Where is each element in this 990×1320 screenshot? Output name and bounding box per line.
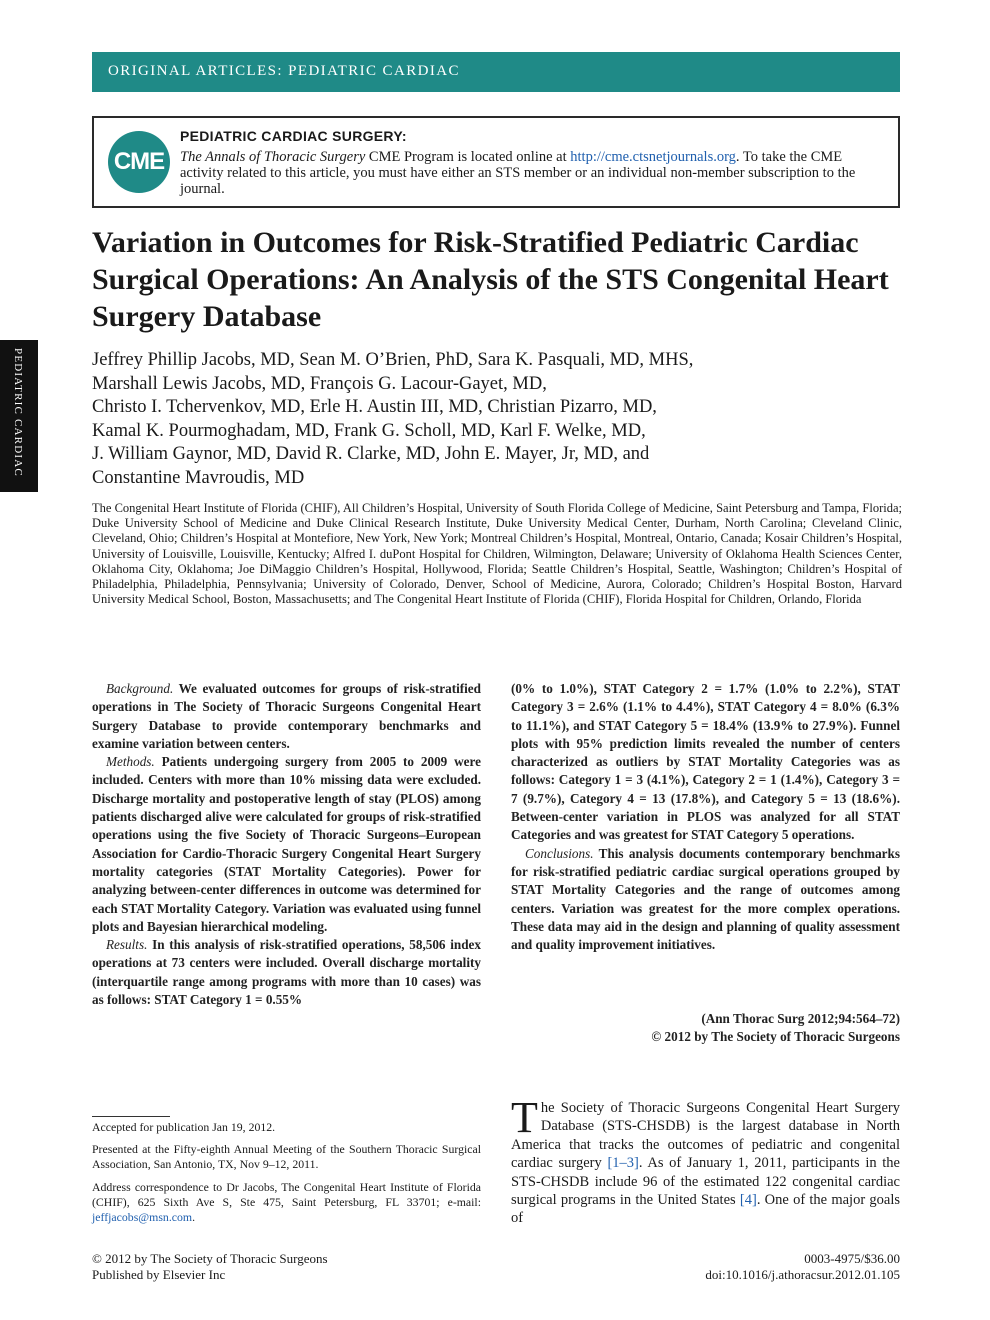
intro-text-2: . As of January 1, 2011, participants in the STS-CHSDB include 96 of the estimated 122 congenital cardiac surgical programs in the United States — [511, 1155, 900, 1209]
cme-link[interactable]: http://cme.ctsnetjournals.org — [570, 149, 736, 165]
side-tab — [0, 340, 38, 492]
conclusions-label: Conclusions. — [525, 845, 594, 861]
background-label: Background. — [106, 681, 174, 696]
cme-journal: The Annals of Thoracic Surgery — [180, 149, 366, 165]
footer-publisher: Published by Elsevier Inc — [92, 1266, 226, 1282]
author-line: J. William Gaynor, MD, David R. Clarke, MD, John E. Mayer, Jr, MD, and — [92, 444, 650, 464]
cme-logo: CME — [108, 131, 170, 193]
address-end: . — [192, 1210, 196, 1225]
footnote-accepted: Accepted for publication Jan 19, 2012. — [92, 1120, 276, 1134]
author-line: Jeffrey Phillip Jacobs, MD, Sean M. O’Brien, PhD, Sara K. Pasquali, MD, MHS, — [92, 350, 694, 370]
cme-text-2: . To take the CME activity related to this article, you must have either an STS member or an individual non-member subscription to the journal. — [180, 149, 856, 197]
section-banner — [92, 52, 900, 92]
results-text: In this analysis of risk-stratified operations, 58,506 index operations at 73 centers were included. Overall discharge mortality (interquartile range among programs with more than 10 cases) was as follows: STAT Category 1 = 0.55% — [92, 937, 481, 1008]
author-line: Kamal K. Pourmoghadam, MD, Frank G. Scholl, MD, Karl F. Welke, MD, — [92, 420, 646, 441]
footnotes — [92, 1120, 481, 1232]
footer-doi: doi:10.1016/j.athoracsur.2012.01.105 — [705, 1266, 900, 1282]
footer-left — [92, 1251, 328, 1282]
side-tab-label: PEDIATRIC CARDIAC — [12, 348, 24, 477]
author-line: Marshall Lewis Jacobs, MD, François G. Lacour-Gayet, MD, — [92, 373, 547, 394]
footnote-presented: Presented at the Fifty-eighth Annual Meeting of the Southern Thoracic Surgical Association, San Antonio, TX, Nov 9–12, 2011. — [92, 1142, 481, 1172]
drop-cap: T — [511, 1093, 538, 1142]
footer-copyright: © 2012 by The Society of Thoracic Surgeons — [92, 1251, 328, 1266]
reference-link[interactable]: [1–3] — [607, 1155, 639, 1172]
address-text: Address correspondence to Dr Jacobs, The Congenital Heart Institute of Florida (CHIF), 625 Sixth Ave S, Ste 475, Saint Petersburg, FL 33701; e-mail: — [92, 1179, 481, 1209]
introduction-text — [511, 1093, 900, 1228]
footnote-rule — [92, 1116, 170, 1117]
abstract-right-column — [511, 680, 900, 954]
intro-text: he Society of Thoracic Surgeons Congenital Heart Surgery Database (STS-CHSDB) is the largest database in North America that tracks the outcomes of pediatric and congenital cardiac surgery — [511, 1100, 900, 1172]
abstract-left-column — [92, 680, 481, 1009]
affiliations: The Congenital Heart Institute of Florida (CHIF), All Children’s Hospital, University of South Florida College of Medicine, Saint Petersburg and Tampa, Florida; Duke University School of Medicine and Duke Clinical Research Institute, Duke University Medical Center, Durham, North Carolina; Cleveland Clinic, Cleveland, Ohio; Children’s Hospital at Montefiore, New York, New York; Montreal Children’s Hospital, Montreal, Ontario, Canada; Kosair Children’s Hospital, University of Louisville, Louisville, Kentucky; Alfred I. duPont Hospital for Children, Wilmington, Delaware; University of Oklahoma Health Sciences Center, Oklahoma City, Oklahoma; Joe DiMaggio Children’s Hospital, Hollywood, Florida; Seattle Children’s Hospital, Seattle, Washington; Children’s Hospital of Philadelphia, Philadelphia, Pennsylvania; University of Colorado, Denver, School of Medicine, Aurora, Colorado; Children’s Hospital Boston, Harvard University Medical School, Boston, Massachusetts; and The Congenital Heart Institute of Florida (CHIF), Florida Hospital for Children, Orlando, Florida — [92, 501, 902, 607]
footer-price: 0003-4975/$36.00 — [804, 1251, 900, 1266]
reference-link[interactable]: [4] — [739, 1192, 757, 1209]
cme-heading: PEDIATRIC CARDIAC SURGERY: — [180, 128, 407, 144]
citation-block — [511, 1010, 900, 1047]
citation-copyright: © 2012 by The Society of Thoracic Surgeons — [651, 1029, 900, 1045]
footer-right — [600, 1251, 900, 1282]
author-line: Constantine Mavroudis, MD — [92, 467, 305, 488]
author-line: Christo I. Tchervenkov, MD, Erle H. Austin III, MD, Christian Pizarro, MD, — [92, 397, 657, 417]
article-title: Variation in Outcomes for Risk-Stratified Pediatric Cardiac Surgical Operations: An Analysis of the STS Congenital Heart Surgery Database — [92, 226, 889, 333]
background-text: We evaluated outcomes for groups of risk-stratified operations in The Society of Thoracic Surgeons Congenital Heart Surgery Database to provide contemporary benchmarks and examine variation between centers. — [92, 681, 481, 751]
journal-reference: (Ann Thorac Surg 2012;94:564–72) — [701, 1011, 900, 1026]
author-list — [92, 349, 912, 490]
results-label: Results. — [106, 937, 148, 953]
footnote-address — [92, 1180, 481, 1226]
cme-body — [180, 149, 880, 197]
cme-text: CME Program is located online at — [365, 149, 571, 165]
email-link[interactable]: jeffjacobs@msn.com — [92, 1210, 193, 1225]
conclusions-text: This analysis documents contemporary benchmarks for risk-stratified pediatric cardiac surgical operations grouped by STAT Mortality Categories and the range of outcomes among centers. Variation was greatest for the more complex operations. These data may aid in the design and planning of quality assessment and quality improvement initiatives. — [511, 845, 900, 953]
section-banner-label: ORIGINAL ARTICLES: PEDIATRIC CARDIAC — [108, 63, 460, 79]
methods-text: Patients undergoing surgery from 2005 to 2009 were included. Centers with more than 10% missing data were excluded. Discharge mortality and postoperative length of stay (PLOS) among patients discharged alive were calculated for groups of risk-stratified operations using the five Society of Thoracic Surgeons–European Association for Cardio-Thoracic Surgery Congenital Heart Surgery mortality categories (STAT Mortality Categories). Power for analyzing between-center differences in outcome was determined for each STAT Mortality Category. Variation was evaluated using funnel plots and Bayesian hierarchical modeling. — [92, 754, 481, 934]
methods-label: Methods. — [106, 754, 155, 770]
cme-box — [92, 116, 900, 208]
intro-text-3: . One of the major goals of — [511, 1192, 900, 1227]
results-text-continued: (0% to 1.0%), STAT Category 2 = 1.7% (1.0% to 2.2%), STAT Category 3 = 2.6% (1.1% to 4.4%), STAT Category 4 = 8.0% (6.3% to 11.1%), and STAT Category 5 = 18.4% (13.9% to 27.9%). Funnel plots with 95% prediction limits revealed the number of centers characterized as outliers by STAT Mortality Categories was as follows: Category 1 = 3 (4.1%), Category 2 = 1 (1.4%), Category 3 = 7 (9.7%), Category 4 = 13 (17.8%), and Category 5 = 13 (18.6%). Between-center variation in PLOS was analyzed for all STAT Categories and was greatest for STAT Category 5 operations. — [511, 681, 900, 843]
